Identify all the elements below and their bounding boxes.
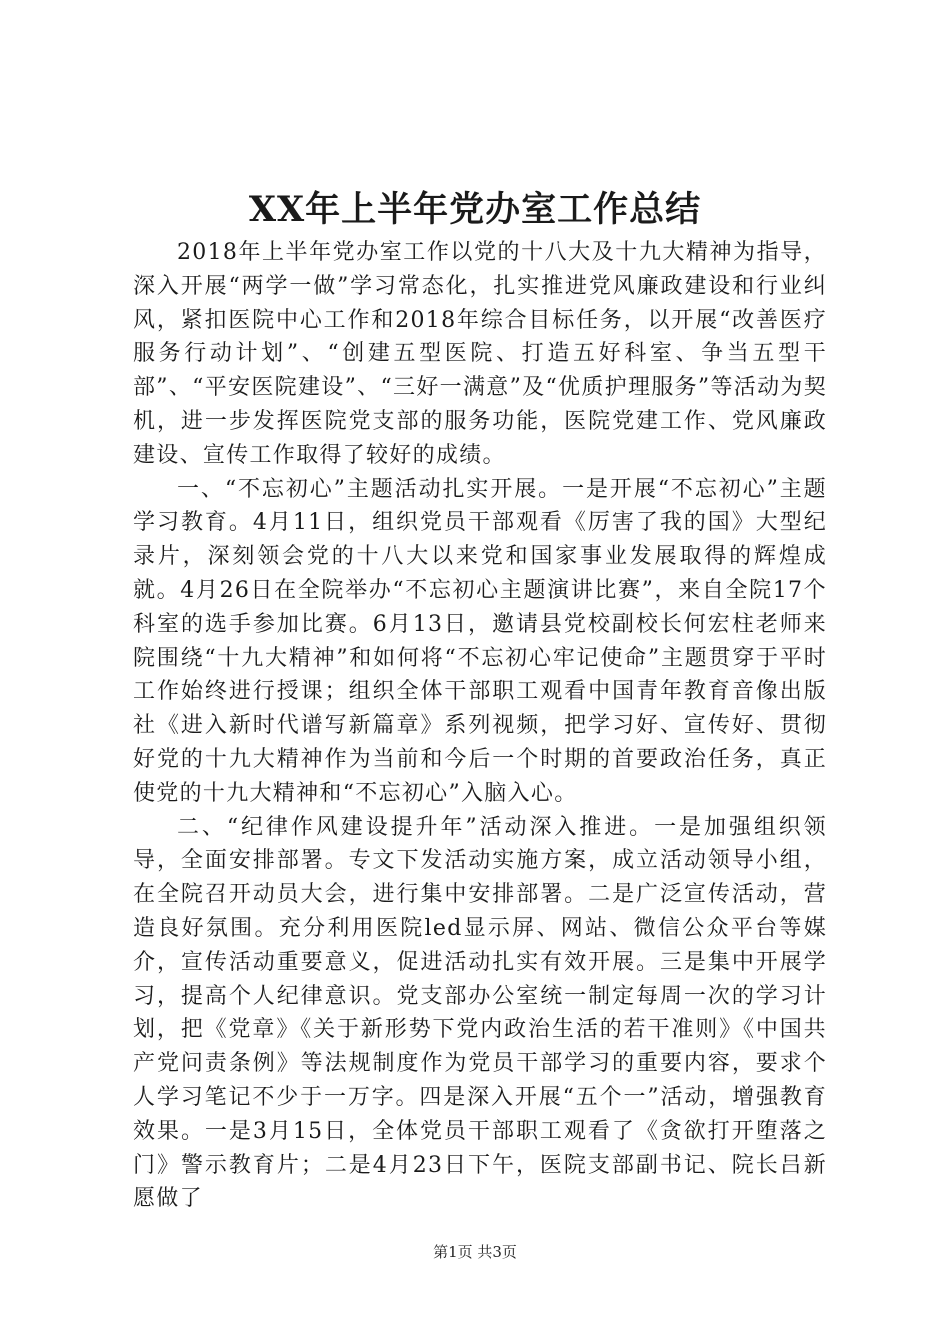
page-number-footer: 第1页 共3页 xyxy=(433,1243,517,1261)
paragraph-intro: 2018年上半年党办室工作以党的十八大及十九大精神为指导，深入开展“两学一做”学习常态化，扎实推进党风廉政建设和行业纠风，紧扣医院中心工作和2018年综合目标任务，以开展“改善医疗服务行动计划”、“创建五型医院、打造五好科室、争当五型干部”、“平安医院建设”、“三好一满意”及“优质护理服务”等活动为契机，进一步发挥医院党支部的服务功能，医院党建工作、党风廉政建设、宣传工作取得了较好的成绩。 xyxy=(133,240,827,468)
document-title: XX年上半年党办室工作总结 xyxy=(248,189,702,230)
paragraph-section-2: 二、“纪律作风建设提升年”活动深入推进。一是加强组织领导，全面安排部署。专文下发活动实施方案，成立活动领导小组，在全院召开动员大会，进行集中安排部署。二是广泛宣传活动，营造良好氛围。充分利用医院led显示屏、网站、微信公众平台等媒介，宣传活动重要意义，促进活动扎实有效开展。三是集中开展学习，提高个人纪律意识。党支部办公室统一制定每周一次的学习计划，把《党章》《关于新形势下党内政治生活的若干准则》《中国共产党问责条例》等法规制度作为党员干部学习的重要内容，要求个人学习笔记不少于一万字。四是深入开展“五个一”活动，增强教育效果。一是3月15日，全体党员干部职工观看了《贪欲打开堕落之门》警示教育片；二是4月23日下午，医院支部副书记、院长吕新愿做了 xyxy=(133,814,827,1212)
paragraph-section-1: 一、“不忘初心”主题活动扎实开展。一是开展“不忘初心”主题学习教育。4月11日，组织党员干部观看《厉害了我的国》大型纪录片，深刻领会党的十八大以来党和国家事业发展取得的辉煌成就。4月26日在全院举办“不忘初心主题演讲比赛”，来自全院17个科室的选手参加比赛。6月13日，邀请县党校副校长何宏柱老师来院围绕“十九大精神”和如何将“不忘初心牢记使命”主题贯穿于平时工作始终进行授课；组织全体干部职工观看中国青年教育音像出版社《进入新时代谱写新篇章》系列视频，把学习好、宣传好、贯彻好党的十九大精神作为当前和今后一个时期的首要政治任务，真正使党的十九大精神和“不忘初心”入脑入心。 xyxy=(133,476,827,806)
document-body xyxy=(133,236,827,1216)
